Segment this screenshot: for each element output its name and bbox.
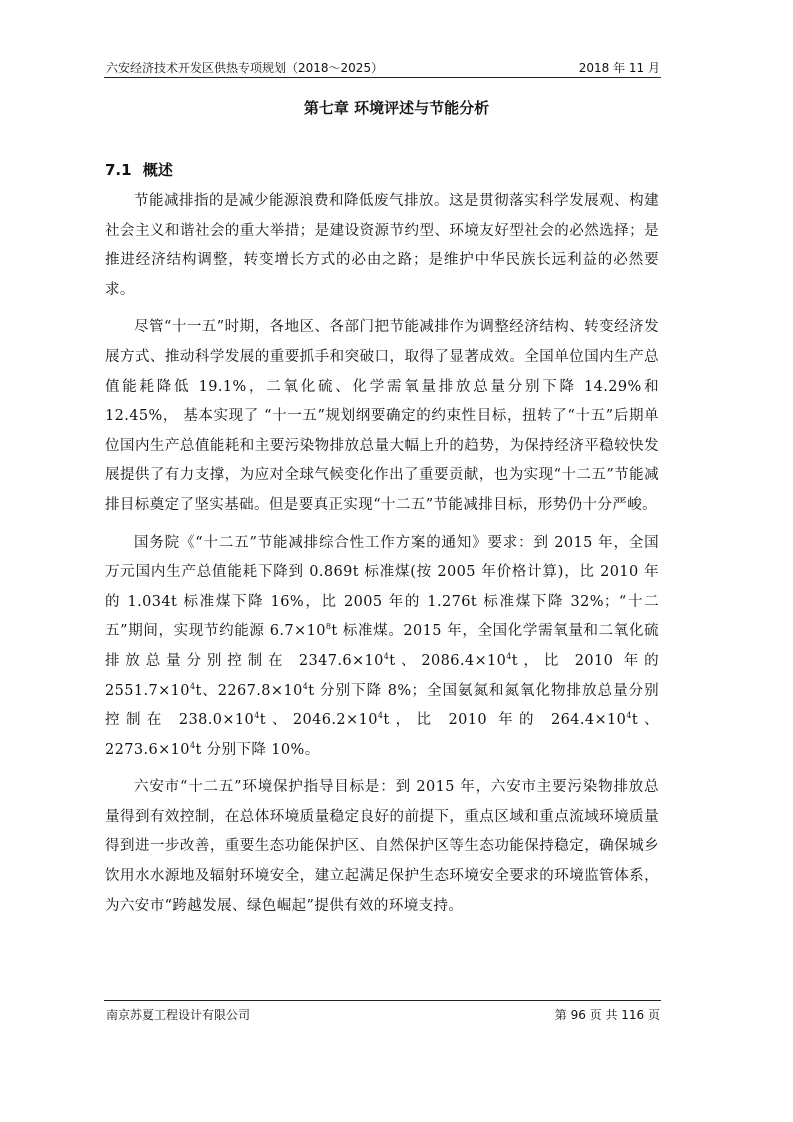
exponent: 4 (302, 681, 309, 691)
exponent: 4 (383, 652, 390, 662)
paragraph-luan-city-targets: 六安市“十二五”环境保护指导目标是：到 2015 年，六安市主要污染物排放总量得到有效控制，在总体环境质量稳定良好的前提下，重点区域和重点流域环境质量得到进一步改善，重要生态功能保护区、自然保护区等生态功能保持稳定，确保城乡饮用水水源地及辐射环境安全，建立起满足保护生态环境安全要求的环境监管体系，为六安市“跨越发展、绿色崛起”提供有效的环境支持。 (105, 779, 659, 914)
section-title: 概述 (142, 161, 173, 179)
text-run: t 分别下降 8%；全国氨氮和氮氧化物排放总量分别控制在 238.0×10 (105, 682, 659, 729)
chapter-title: 第七章 环境评述与节能分析 (303, 99, 490, 117)
text-run: t、2267.8×10 (195, 682, 303, 699)
exponent: 4 (189, 681, 196, 691)
paragraph-state-council-targets (105, 529, 659, 766)
text-run: t 标准煤。2015 年，全国化学需氧量和二氧化硫排放总量分别控制在 2347.6×10 (105, 623, 659, 669)
exponent: 4 (626, 711, 632, 721)
text-run: t、2046.2×10 (259, 712, 378, 729)
document-title: 六安经济技术开发区供热专项规划（2018～2025） (106, 61, 384, 75)
footer-divider (104, 1000, 661, 1001)
exponent: 4 (189, 740, 196, 750)
section-number: 7.1 (105, 161, 132, 179)
text-run: 国务院《“十二五”节能减排综合性工作方案的通知》要求：到 2015 年，全国万元国内生产总值能耗下降到 0.869t 标准煤(按 2005 年价格计算)，比 2010 年的 1.034t 标准煤下降 16%，比 2005 年的 1.276t 标准煤下降 32%；“十二五”期间，实现节约能源 6.7×10 (105, 534, 659, 640)
exponent: 4 (377, 711, 384, 721)
company-name: 南京苏夏工程设计有限公司 (106, 1007, 251, 1022)
document-date: 2018 年 11 月 (578, 61, 660, 75)
text-run: t，比 2010 年的 264.4×10 (383, 712, 627, 729)
text-run: t，比 2010 年的 2551.7×10 (105, 652, 659, 699)
text-run: t、2086.4×10 (389, 652, 507, 669)
page-footer (106, 1004, 660, 1024)
page-header (106, 56, 660, 76)
exponent: 4 (254, 711, 260, 721)
exponent: 8 (325, 622, 332, 632)
paragraph-energy-saving-definition: 节能减排指的是减少能源浪费和降低废气排放。这是贯彻落实科学发展观、构建社会主义和谐社会的重大举措；是建设资源节约型、环境友好型社会的必然选择；是推进经济结构调整，转变增长方式的必由之路；是维护中华民族长远利益的必然要求。 (105, 193, 659, 298)
exponent: 4 (506, 652, 512, 662)
body-text (105, 187, 659, 929)
text-run: t、2273.6×10 (105, 712, 659, 758)
text-run: t 分别下降 10%。 (195, 741, 320, 758)
paragraph-eleventh-five-year-results: 尽管“十一五”时期，各地区、各部门把节能减排作为调整经济结构、转变经济发展方式、推动科学发展的重要抓手和突破口，取得了显著成效。全国单位国内生产总值能耗降低 19.1%，二氧化硫、化学需氧量排放总量分别下降 14.29%和 12.45%， 基本实现了 “十一五”规划纲要确定的约束性目标，扭转了“十五”后期单位国内生产总值能耗和主要污染物排放总量大幅上升的趋势，为保持经济平稳较快发展提供了有力支撑，为应对全球气候变化作出了重要贡献，也为实现“十二五”节能减排目标奠定了坚实基础。但是要真正实现“十二五”节能减排目标，形势仍十分严峻。 (105, 319, 659, 513)
page-number: 第 96 页 共 116 页 (554, 1007, 660, 1022)
header-divider (104, 77, 661, 78)
section-heading (105, 159, 173, 180)
